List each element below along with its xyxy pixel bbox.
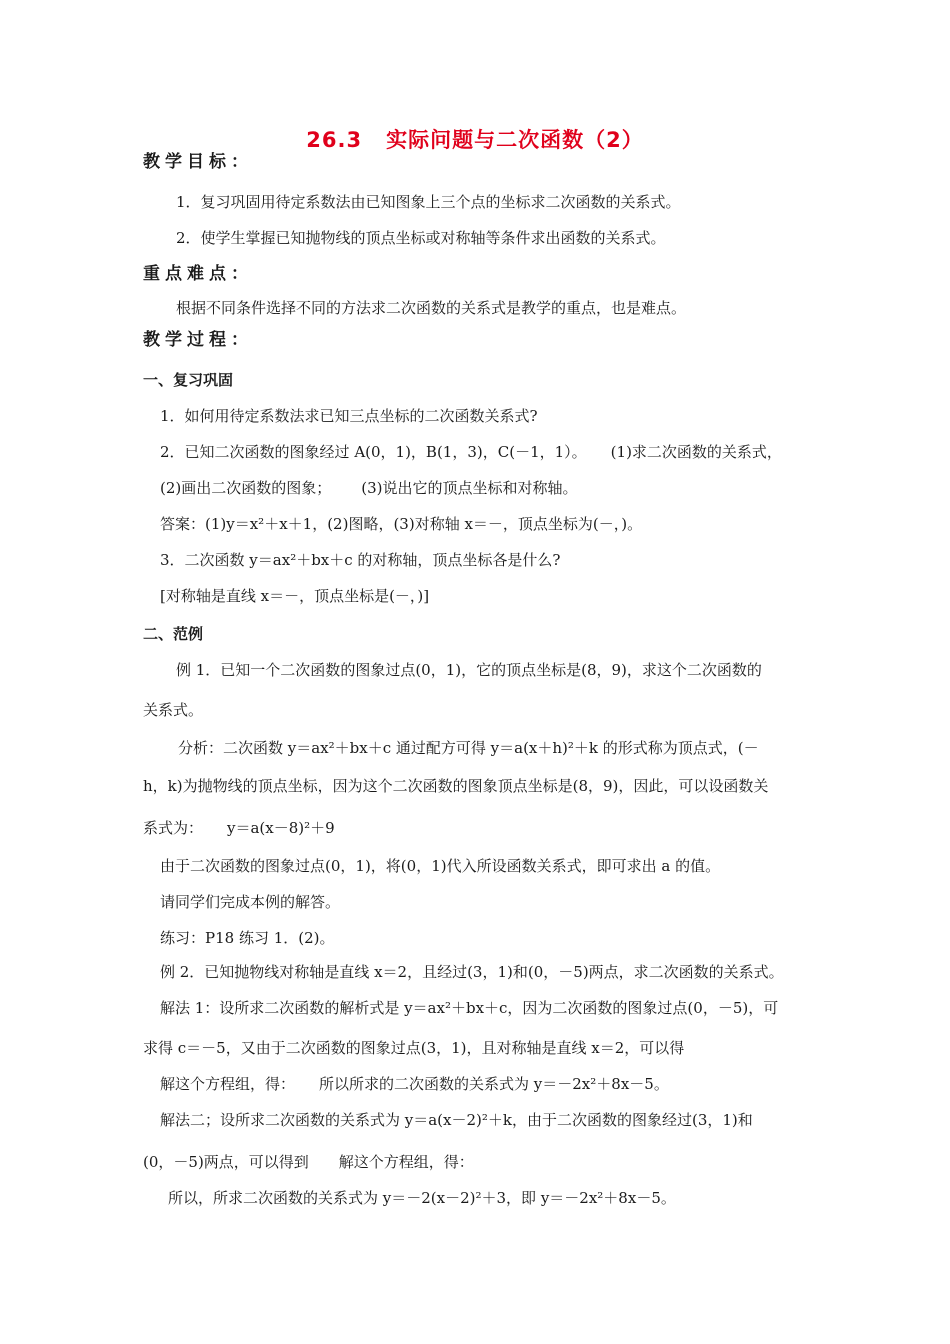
page-title <box>0 124 950 154</box>
analysis-label: 系式为： <box>143 819 204 837</box>
solution-2-result: 所以，所求二次函数的关系式为 y＝－2(x－2)²＋3，即 y＝－2x²＋8x－5。 <box>168 1189 676 1207</box>
question-2-part-1: (1)求二次函数的关系式， <box>610 443 782 461</box>
analysis-line-1: 分析：二次函数 y＝ax²＋bx＋c 通过配方可得 y＝a(x＋h)²＋k 的形式称为顶点式，(－ <box>178 739 759 757</box>
section2-heading: 二、范例 <box>143 625 204 643</box>
keypoints-text: 根据不同条件选择不同的方法求二次函数的关系式是教学的重点，也是难点。 <box>176 299 687 317</box>
example-1-line-1: 例 1．已知一个二次函数的图象过点(0，1)，它的顶点坐标是(8，9)，求这个二次函数的 <box>176 661 762 679</box>
question-2-part-3: (3)说出它的顶点坐标和对称轴。 <box>361 479 578 497</box>
solution-2-line-2 <box>143 1152 474 1172</box>
solution-1-line-2: 求得 c＝－5，又由于二次函数的图象过点(3，1)，且对称轴是直线 x＝2，可以得 <box>143 1039 685 1057</box>
solution-1-line-3 <box>160 1074 669 1094</box>
solution-1-solve: 解这个方程组，得： <box>160 1075 296 1093</box>
solution-2-line-1: 解法二；设所求二次函数的关系式为 y＝a(x－2)²＋k，由于二次函数的图象经过(3，1)和 <box>160 1111 753 1129</box>
solution-1-result: 所以所求的二次函数的关系式为 y＝－2x²＋8x－5。 <box>319 1075 669 1093</box>
solution-2-solve: 解这个方程组，得： <box>338 1153 474 1171</box>
solution-1-line-1: 解法 1：设所求二次函数的解析式是 y＝ax²＋bx＋c，因为二次函数的图象过点(0，－5)，可 <box>160 999 779 1017</box>
complete-prompt: 请同学们完成本例的解答。 <box>160 893 341 911</box>
analysis-line-2: h，k)为抛物线的顶点坐标，因为这个二次函数的图象顶点坐标是(8，9)，因此，可以设函数关 <box>143 777 769 795</box>
title-number: 26.3 <box>306 128 363 152</box>
example-2: 例 2．已知抛物线对称轴是直线 x＝2，且经过(3，1)和(0，－5)两点，求二次函数的关系式。 <box>160 963 784 981</box>
analysis-line-4: 由于二次函数的图象过点(0，1)，将(0，1)代入所设函数关系式，即可求出 a 的值。 <box>160 857 721 875</box>
process-heading: 教学过程： <box>143 330 253 350</box>
example-1-line-2: 关系式。 <box>143 701 204 719</box>
answer-2: 答案：(1)y＝x²＋x＋1，(2)图略，(3)对称轴 x＝－，顶点坐标为(－，)。 <box>160 515 643 533</box>
objectives-heading: 教学目标： <box>143 152 253 172</box>
question-3: 3．二次函数 y＝ax²＋bx＋c 的对称轴，顶点坐标各是什么? <box>160 551 561 569</box>
question-2-text: 2．已知二次函数的图象经过 A(0，1)，B(1，3)，C(－1，1）。 <box>160 443 587 461</box>
question-1: 1．如何用待定系数法求已知三点坐标的二次函数关系式? <box>160 407 538 425</box>
question-2-line-2 <box>160 478 578 498</box>
question-2-part-2: (2)画出二次函数的图象； <box>160 479 332 497</box>
objective-1: 1．复习巩固用待定系数法由已知图象上三个点的坐标求二次函数的关系式。 <box>176 193 681 211</box>
analysis-formula: y＝a(x－8)²＋9 <box>227 819 335 837</box>
objective-2: 2．使学生掌握已知抛物线的顶点坐标或对称轴等条件求出函数的关系式。 <box>176 229 666 247</box>
keypoints-heading: 重点难点： <box>143 264 253 284</box>
answer-3: [对称轴是直线 x＝－，顶点坐标是(－，)] <box>160 587 430 605</box>
practice-note: 练习：P18 练习 1．(2)。 <box>160 929 335 947</box>
question-2-line-1 <box>160 442 782 462</box>
section1-heading: 一、复习巩固 <box>143 371 234 389</box>
title-text: 实际问题与二次函数（2） <box>386 128 644 152</box>
solution-2-points: (0，－5)两点，可以得到 <box>143 1153 309 1171</box>
analysis-line-3 <box>143 818 335 838</box>
